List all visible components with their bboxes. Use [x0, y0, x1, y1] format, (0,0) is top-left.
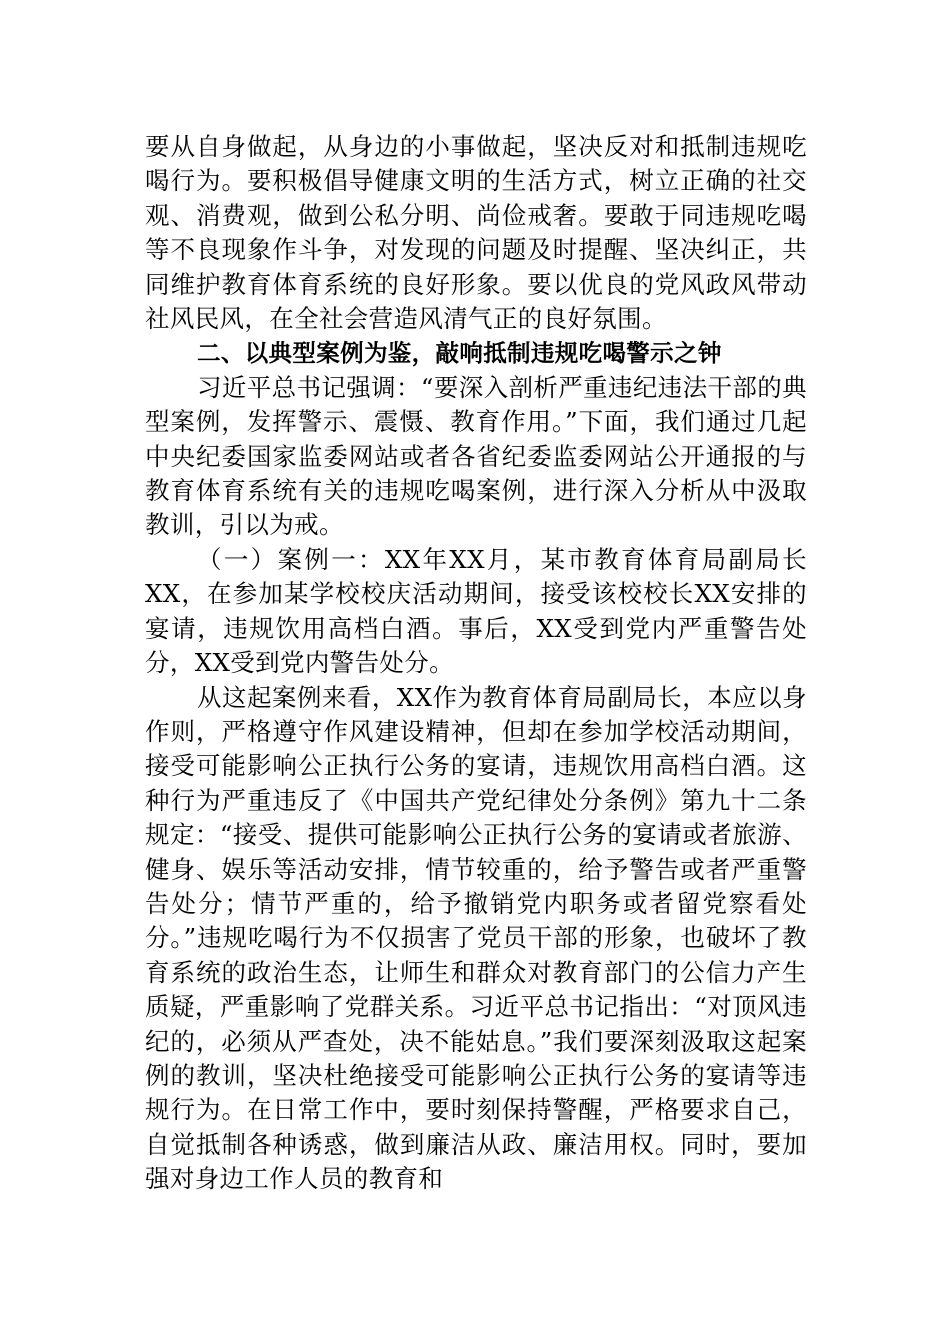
paragraph-xi-quote: 习近平总书记强调：“要深入剖析严重违纪违法干部的典型案例，发挥警示、震慑、教育作用。”下面，我们通过几起中央纪委国家监委网站或者各省纪委监委网站公开通报的与教育体育系统有关的违规吃喝案例，进行深入分析从中汲取教训，引以为戒。	[145, 372, 807, 540]
paragraph-case-one: （一）案例一：XX年XX月，某市教育体育局副局长XX，在参加某学校校庆活动期间，接受该校校长XX安排的宴请，违规饮用高档白酒。事后，XX受到党内严重警告处分，XX受到党内警告处分。	[145, 544, 807, 678]
paragraph-continuation: 要从自身做起，从身边的小事做起，坚决反对和抵制违规吃喝行为。要积极倡导健康文明的生活方式，树立正确的社交观、消费观，做到公私分明、尚俭戒奢。要敢于同违规吃喝等不良现象作斗争，对发现的问题及时提醒、坚决纠正，共同维护教育体育系统的良好形象。要以优良的党风政风带动社风民风，在全社会营造风清气正的良好氛围。	[145, 132, 807, 334]
document-body	[145, 130, 807, 1197]
section-heading-2: 二、以典型案例为鉴，敲响抵制违规吃喝警示之钟	[197, 339, 722, 368]
paragraph-case-analysis: 从这起案例来看，XX作为教育体育局副局长，本应以身作则，严格遵守作风建设精神，但却在参加学校活动期间，接受可能影响公正执行公务的宴请，违规饮用高档白酒。这种行为严重违反了《中国共产党纪律处分条例》第九十二条规定：“接受、提供可能影响公正执行公务的宴请或者旅游、健身、娱乐等活动安排，情节较重的，给予警告或者严重警告处分；情节严重的，给予撤销党内职务或者留党察看处分。”违规吃喝行为不仅损害了党员干部的形象，也破坏了教育系统的政治生态，让师生和群众对教育部门的公信力产生质疑，严重影响了党群关系。习近平总书记指出：“对顶风违纪的，必须从严查处，决不能姑息。”我们要深刻汲取这起案例的教训，坚决杜绝接受可能影响公正执行公务的宴请等违规行为。在日常工作中，要时刻保持警醒，严格要求自己，自觉抵制各种诱惑，做到廉洁从政、廉洁用权。同时，要加强对身边工作人员的教育和	[145, 682, 807, 1194]
